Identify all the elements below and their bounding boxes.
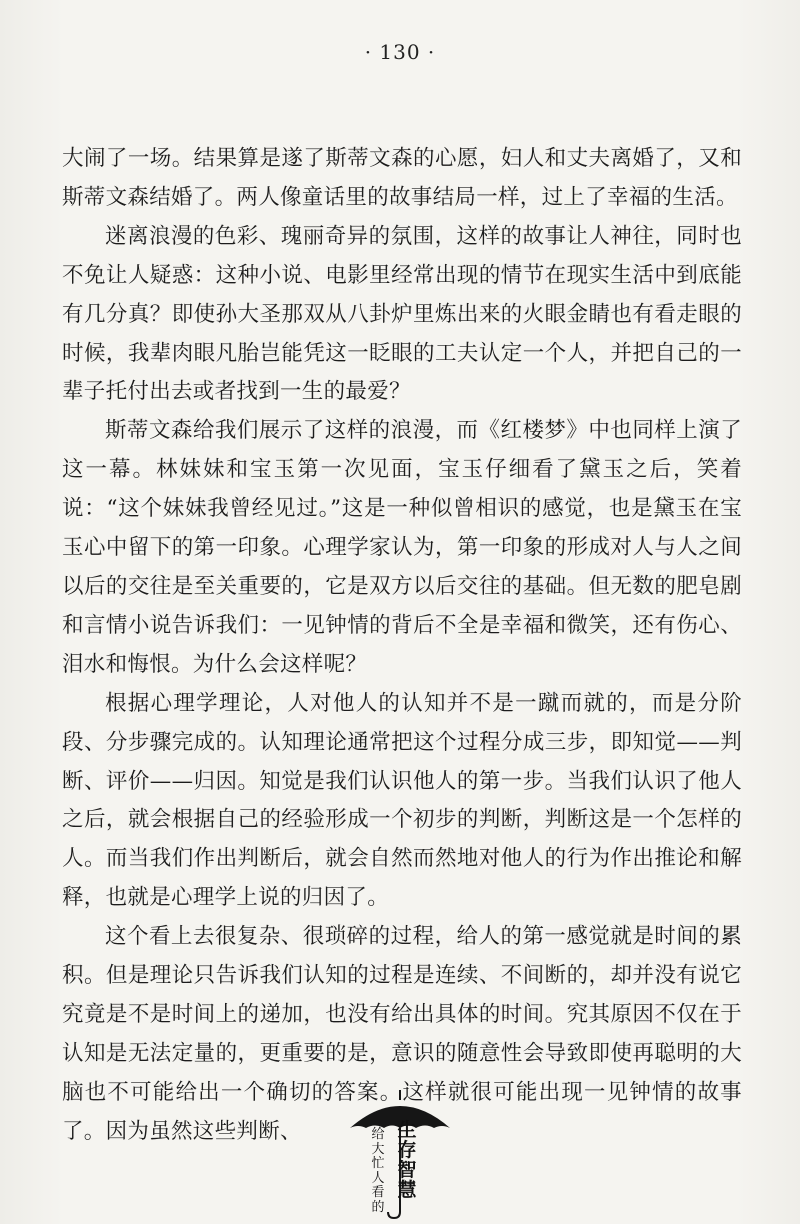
paragraph-4: 根据心理学理论，人对他人的认知并不是一蹴而就的，而是分阶段、分步骤完成的。认知理论通常把这个过程分成三步，即知觉——判断、评价——归因。知觉是我们认识他人的第一步。当我们认识了他人之后，就会根据自己的经验形成一个初步的判断，判断这是一个怎样的人。而当我们作出判断后，就会自然而然地对他人的行为作出推论和解释，也就是心理学上说的归因了。 <box>62 690 742 911</box>
paragraph-1: 大闹了一场。结果算是遂了斯蒂文森的心愿，妇人和丈夫离婚了，又和斯蒂文森结婚了。两人像童话里的故事结局一样，过上了幸福的生活。 <box>62 146 742 210</box>
logo-title: 生存智慧 <box>397 1119 417 1201</box>
logo-subtitle: 给大忙人看的 <box>371 1127 385 1215</box>
paragraph-3: 斯蒂文森给我们展示了这样的浪漫，而《红楼梦》中也同样上演了这一幕。林妹妹和宝玉第一次见面，宝玉仔细看了黛玉之后，笑着说：“这个妹妹我曾经见过。”这是一种似曾相识的感觉，也是黛玉在宝玉心中留下的第一印象。心理学家认为，第一印象的形成对人与人之间以后的交往是至关重要的，它是双方以后交往的基础。但无数的肥皂剧和言情小说告诉我们：一见钟情的背后不全是幸福和微笑，还有伤心、泪水和悔恨。为什么会这样呢？ <box>62 418 742 677</box>
paragraph-2: 迷离浪漫的色彩、瑰丽奇异的氛围，这样的故事让人神往，同时也不免让人疑惑：这种小说、电影里经常出现的情节在现实生活中到底能有几分真？即使孙大圣那双从八卦炉里炼出来的火眼金睛也有看走眼的时候，我辈肉眼凡胎岂能凭这一眨眼的工夫认定一个人，并把自己的一辈子托付出去或者找到一生的最爱？ <box>62 223 742 405</box>
page-number: · 130 · <box>364 40 436 64</box>
series-logo <box>330 1080 470 1220</box>
body-text <box>62 140 742 1152</box>
paragraph-5: 这个看上去很复杂、很琐碎的过程，给人的第一感觉就是时间的累积。但是理论只告诉我们认知的过程是连续、不间断的，却并没有说它究竟是不是时间上的递加，也没有给出具体的时间。究其原因不仅在于认知是无法定量的，更重要的是，意识的随意性会导致即使再聪明的大脑也不可能给出一个确切的答案。这样就很可能出现一见钟情的故事了。因为虽然这些判断、 <box>62 924 742 1144</box>
